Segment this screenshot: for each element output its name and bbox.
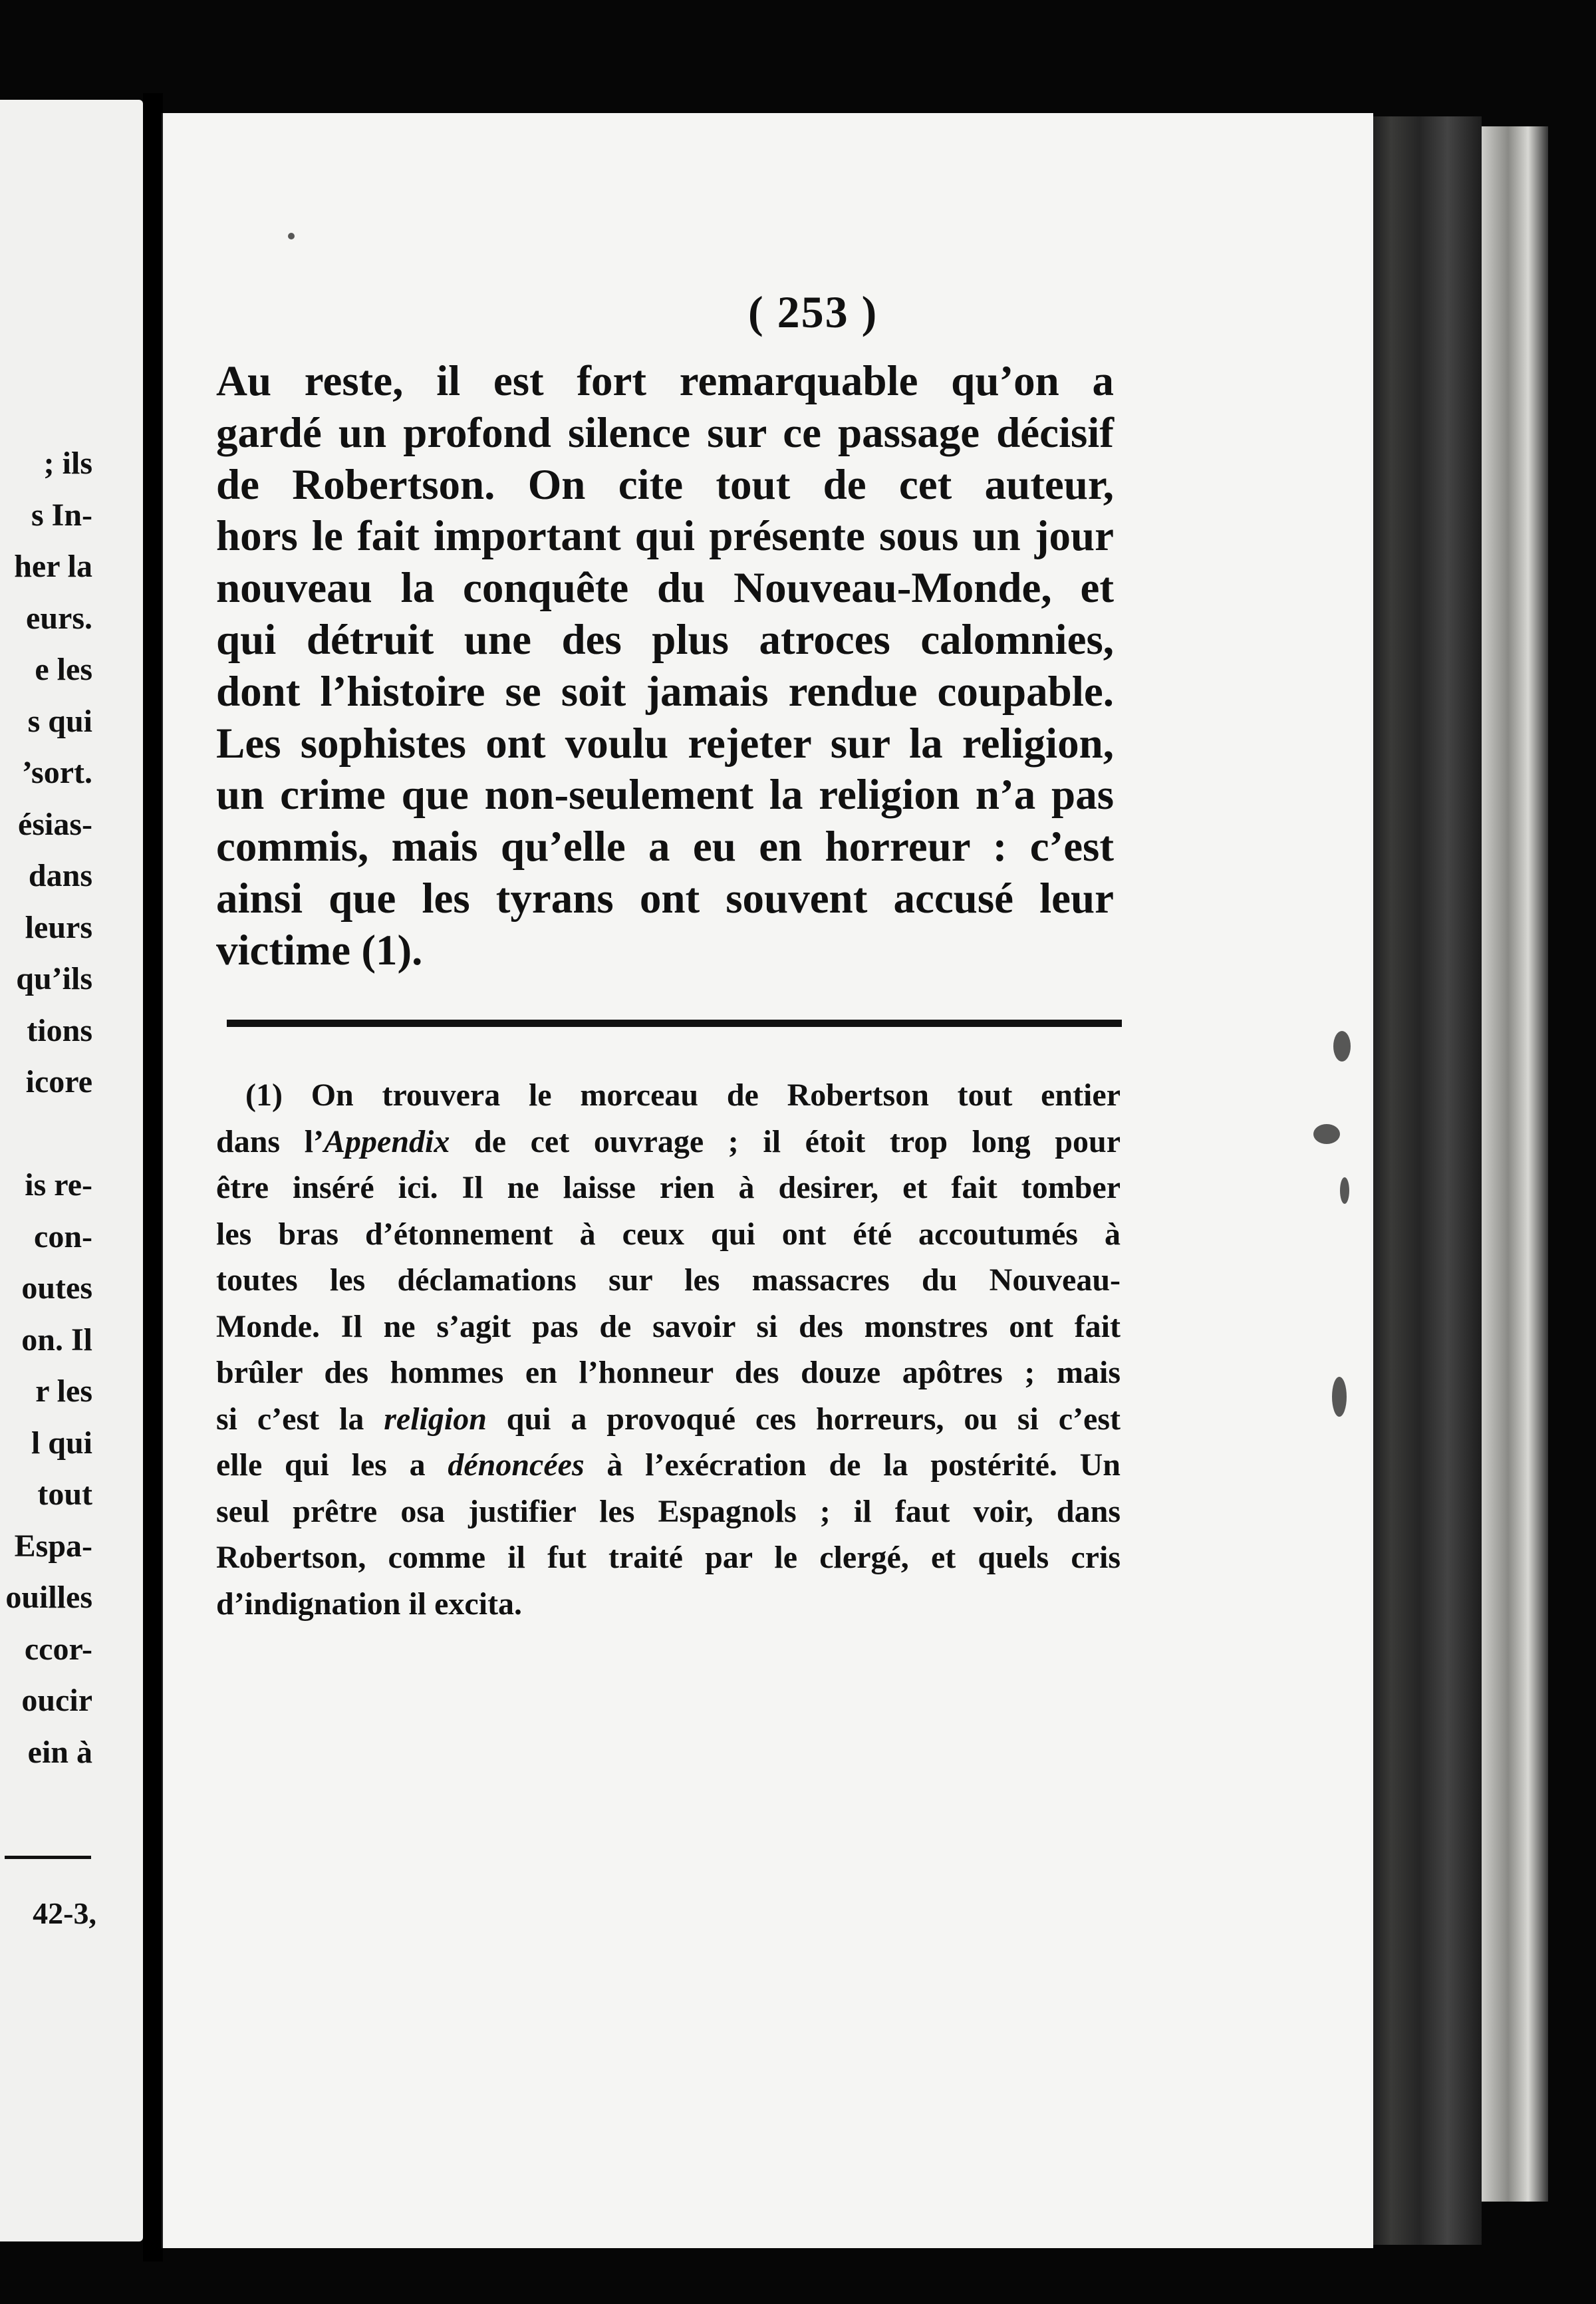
page-edges [1482,126,1548,2202]
body-line: commis, mais qu’elle a eu en horreur : c’est [216,823,1114,871]
body-line: de Robertson. On cite tout de cet auteur, [216,460,1114,509]
footnote-text: si c’est la [216,1401,384,1437]
body-line: nouveau la conquête du Nouveau-Monde, et [216,564,1114,613]
body-line: un crime que non-seulement la religion n’a pas [216,771,1114,819]
footnote-text: à l’exécration de la postérité. Un [584,1447,1121,1483]
footnote-line: (1) On trouvera le morceau de Robertson tout entier [245,1078,1121,1113]
facing-page-line: ; ils [43,446,92,481]
ink-speck [288,233,295,239]
facing-page-line: con- [34,1219,92,1254]
facing-page-line: ’sort. [21,755,92,790]
facing-page-line: ccor- [24,1631,92,1667]
footnote-line: Monde. Il ne s’agit pas de savoir si des monstres ont fait [216,1308,1121,1344]
facing-page-line: her la [14,549,92,584]
body-line: dont l’histoire se soit jamais rendue coupable. [216,667,1114,716]
footnote-italic: religion [384,1401,487,1437]
facing-page-line: dans [28,858,92,893]
ink-speck [1313,1124,1340,1144]
facing-page-line: s In- [31,497,92,533]
facing-page-line [5,1108,92,1160]
footnote-line: d’indignation il excita. [216,1586,523,1622]
page-number: ( 253 ) [748,287,878,337]
body-line: hors le fait important qui présente sous un jour [216,512,1114,561]
footnote-line: toutes les déclamations sur les massacres du Nouveau- [216,1262,1121,1298]
facing-page-text [5,438,92,1778]
facing-page-line: r les [35,1373,92,1409]
footnote-text: elle qui les a [216,1447,448,1483]
facing-page-line: is re- [25,1167,92,1203]
book-gutter [143,93,163,2261]
footnote-line [216,1396,1121,1443]
footnote-rule [227,1020,1122,1027]
footnote-italic: Appendix [324,1123,450,1159]
body-line: gardé un profond silence sur ce passage décisif [216,408,1114,457]
ink-speck [1333,1031,1351,1062]
footnote [216,1072,1121,1627]
facing-page [0,100,143,2241]
body-line: Au reste, il est fort remarquable qu’on a [216,357,1114,405]
footnote-line [216,1442,1121,1489]
facing-page-line: outes [21,1270,92,1306]
facing-page-footnote-rule [5,1856,91,1859]
footnote-italic: dénoncées [448,1447,585,1483]
footnote-text: dans l’ [216,1123,325,1159]
footnote-line: seul prêtre osa justifier les Espagnols ; il faut voir, dans [216,1493,1121,1529]
facing-page-line: s qui [27,703,92,739]
facing-page-line: icore [25,1064,92,1099]
book-spine [1369,116,1482,2245]
facing-page-line: ésias- [18,806,92,842]
footnote-line: Robertson, comme il fut traité par le clergé, et quels cris [216,1540,1121,1575]
body-line: ainsi que les tyrans ont souvent accusé leur [216,874,1114,923]
footnote-line: être inséré ici. Il ne laisse rien à desirer, et fait tomber [216,1170,1121,1205]
facing-page-line: Espa- [14,1528,92,1564]
facing-page-line: l qui [31,1425,92,1461]
facing-page-footer: 42-3, [33,1896,96,1930]
main-page [162,113,1373,2248]
footnote-line [216,1119,1121,1165]
ink-speck [1332,1377,1347,1417]
body-line: Les sophistes ont voulu rejeter sur la religion, [216,719,1114,768]
facing-page-line: eurs. [26,600,92,636]
body-line: qui détruit une des plus atroces calomnies, [216,615,1114,664]
footnote-line: les bras d’étonnement à ceux qui ont été accoutumés à [216,1216,1121,1252]
body-line: victime (1). [216,926,423,974]
body-paragraph [216,356,1114,977]
facing-page-line: tions [27,1012,92,1048]
facing-page-line: e les [35,652,92,687]
facing-page-line: on. Il [21,1322,92,1358]
facing-page-line: ouilles [5,1580,92,1615]
footnote-text: qui a provoqué ces horreurs, ou si c’est [486,1401,1121,1437]
ink-speck [1340,1177,1349,1204]
facing-page-line: qu’ils [16,961,92,996]
facing-page-line: oucir [21,1683,92,1718]
facing-page-line: tout [37,1477,92,1512]
footnote-text: de cet ouvrage ; il étoit trop long pour [450,1123,1121,1159]
facing-page-line: leurs [25,909,92,945]
footnote-line: brûler des hommes en l’honneur des douze apôtres ; mais [216,1355,1121,1390]
facing-page-line: ein à [27,1734,92,1770]
